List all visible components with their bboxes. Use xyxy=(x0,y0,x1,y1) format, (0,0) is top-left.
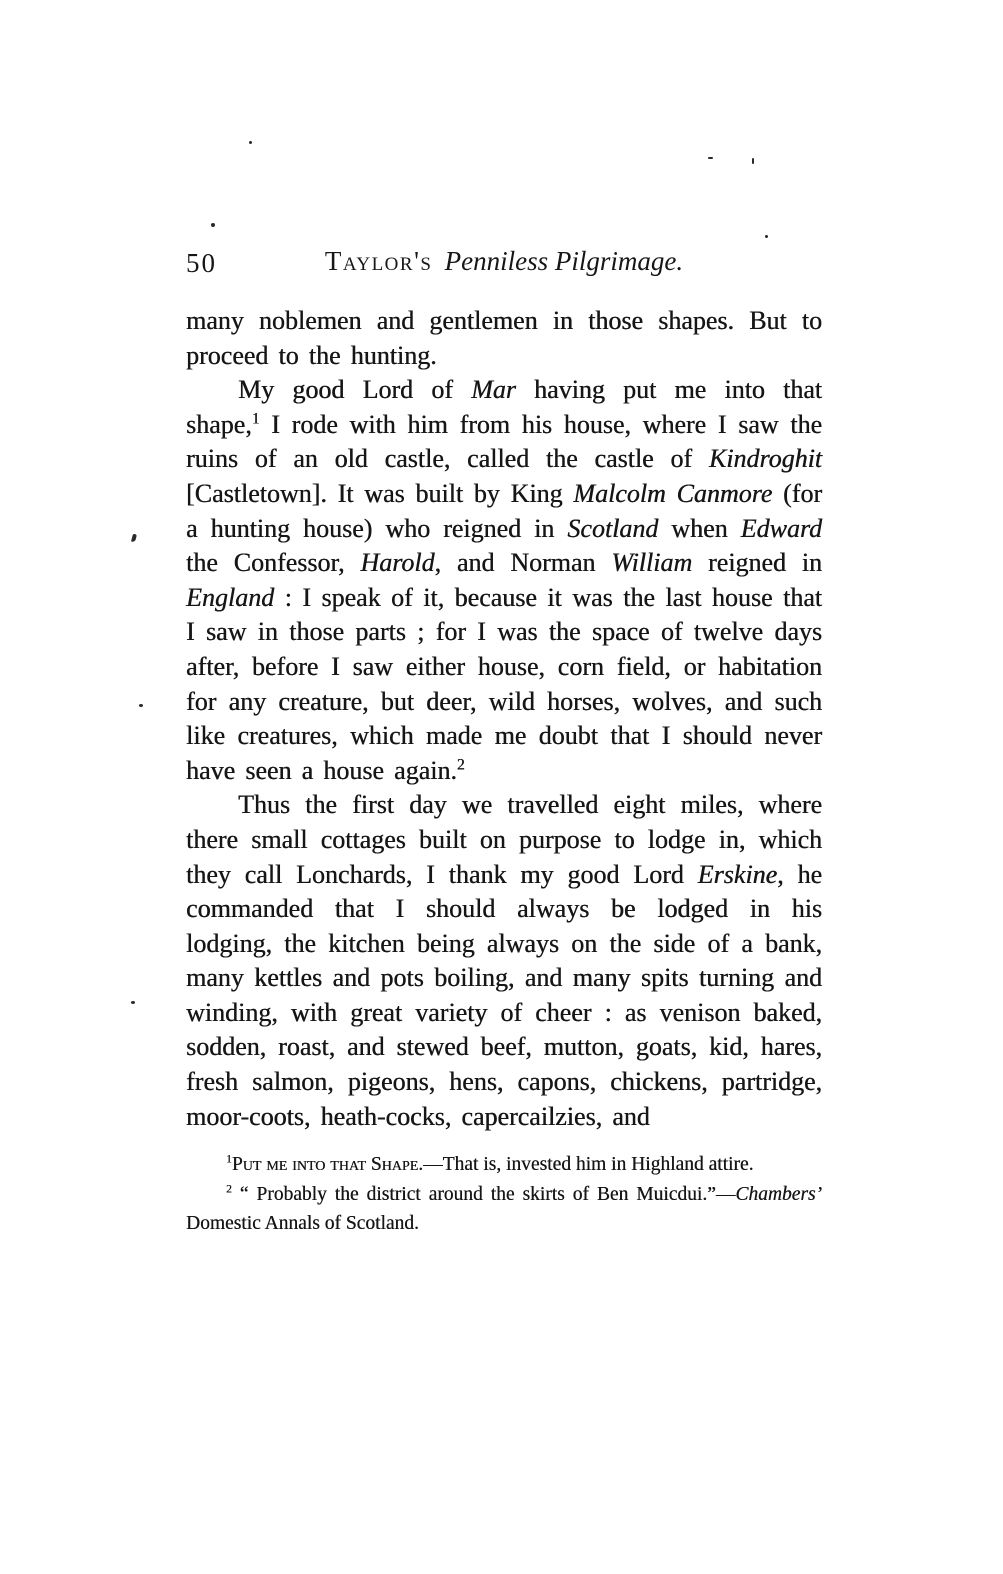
text-run: having put me into that shape, xyxy=(186,375,822,439)
text-run: many noblemen and gentlemen in those shapes. But to proceed to the hunting. xyxy=(186,306,822,370)
smallcaps-text-run: Put me into that Shape. xyxy=(231,1154,424,1176)
text-run: reigned in xyxy=(692,548,822,578)
italic-text-run: Chambers’ xyxy=(735,1183,822,1205)
running-title-work: Penniless Pilgrimage. xyxy=(444,246,684,276)
text-run: —That is, invested him in Highland attire. xyxy=(423,1154,754,1176)
page-content xyxy=(186,246,822,1239)
footnote-reference-mark: 1 xyxy=(226,1152,232,1166)
scan-speck xyxy=(211,223,215,227)
text-run: : I speak of it, because it was the last house that I saw in those parts ; for I was the space of twelve days after, before I saw either house, corn field, or habitation for any creature, but deer, wild horses, wolves, and such like creatures, which made me doubt that I should never have seen a house again. xyxy=(186,582,822,785)
text-run: , and Norman xyxy=(434,548,612,578)
italic-text-run: Edward xyxy=(740,513,822,543)
text-run: I rode with him from his house, where I saw the ruins of an old castle, called the castle of xyxy=(186,409,822,474)
scan-speck xyxy=(249,141,252,144)
footnote-reference-mark: 2 xyxy=(456,756,465,774)
italic-text-run: Erskine xyxy=(697,859,778,889)
italic-text-run: Harold xyxy=(360,548,435,578)
text-run: Thus the first day we travelled eight miles, where there small cottages built on purpose to lodge in, which they call Lonchards, I thank my good Lord xyxy=(186,790,822,889)
running-title xyxy=(186,246,822,277)
paragraph xyxy=(186,788,822,1134)
scan-speck xyxy=(752,158,754,164)
text-run: (for a hunting house) who reigned in xyxy=(186,478,822,543)
text-run: [Castletown]. It was built by King xyxy=(186,478,574,508)
footnote xyxy=(186,1180,822,1239)
footnote xyxy=(186,1150,822,1180)
paragraph xyxy=(186,373,822,788)
italic-text-run: Malcolm Canmore xyxy=(573,478,773,508)
scan-speck xyxy=(131,534,137,543)
text-run: Domestic Annals of Scotland. xyxy=(186,1213,419,1235)
italic-text-run: Mar xyxy=(471,375,516,405)
scan-speck xyxy=(708,157,713,159)
page-body-text xyxy=(186,304,822,1134)
scan-speck xyxy=(131,1001,135,1004)
text-run: My good Lord of xyxy=(238,375,472,405)
page-number: 50 xyxy=(186,248,217,278)
text-run: when xyxy=(658,513,741,543)
text-run: , he commanded that I should always be lodged in his lodging, the kitchen being always on the side of a bank, many kettles and pots boiling, and many spits turning and winding, with great variety of cheer : as venison baked, sodden, roast, and stewed beef, mutton, goats, kid, hares, fresh salmon, pigeons, hens, capons, chickens, partridge, moor-coots, heath-cocks, capercailzies, and xyxy=(186,859,822,1131)
footnotes-section xyxy=(186,1150,822,1239)
running-title-author: Taylor's xyxy=(324,246,433,276)
scan-speck xyxy=(139,704,143,707)
italic-text-run: Kindroghit xyxy=(708,444,822,474)
text-run: “ Probably the district around the skirts of Ben Muicdui.”— xyxy=(231,1183,736,1205)
paragraph xyxy=(186,304,822,373)
italic-text-run: William xyxy=(611,548,693,578)
scan-speck xyxy=(765,235,768,238)
footnote-reference-mark: 2 xyxy=(226,1182,232,1196)
footnote-reference-mark: 1 xyxy=(251,410,260,428)
running-header xyxy=(186,246,822,284)
text-run: the Confessor, xyxy=(186,548,361,578)
italic-text-run: Scotland xyxy=(567,513,659,543)
italic-text-run: England xyxy=(186,582,275,612)
